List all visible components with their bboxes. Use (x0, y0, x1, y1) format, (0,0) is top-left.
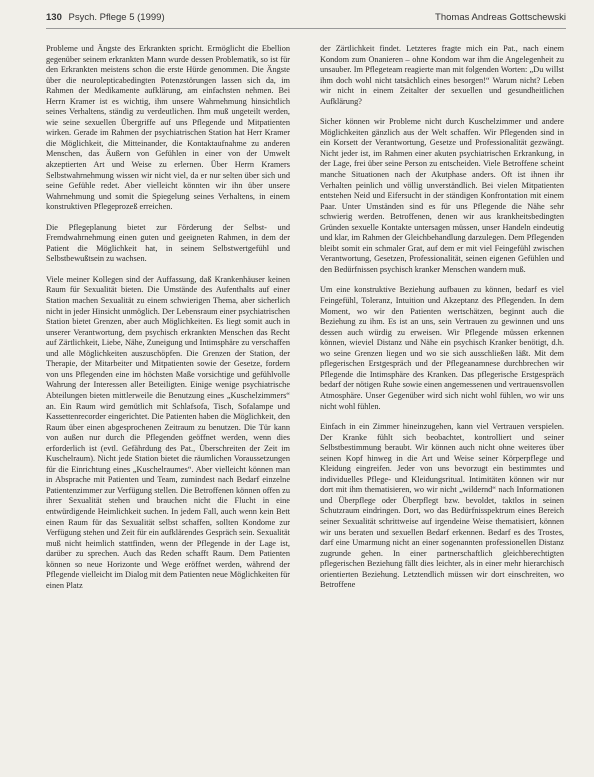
paragraph: Die Pflegeplanung bietet zur Förderung der Selbst- und Fremdwahrnehmung einen guten und geeigneten Rahmen, in dem der Patient die Möglichkeit hat, in seinem Selbstwertgefühl und Selbstbewußtsein zu wachsen. (46, 222, 290, 264)
left-column (46, 44, 290, 772)
right-column (320, 44, 564, 772)
paragraph: Einfach in ein Zimmer hineinzugehen, kann viel Vertrauen verspielen. Der Kranke fühlt sich beobachtet, kontrolliert und seiner Selbstbestimmung beraubt. Wir können auch nicht ohne weiteres über seinen Kopf hinweg in die Art und Weise seiner Körperpflege und Kleidung eingreifen. Jeder von uns bevorzugt ein bestimmtes und individuelles Pflege- und Kleidungsritual. Intimitäten können wir nur dort mit ihm thematisieren, wo wir nicht „wildernd“ nach Informationen und Überpflege oder Überpflegt bzw. bevoldet, taktlos in seinen Schutzraum eindringen. Dort, wo das Bedürfnisspektrum eines Bereich seiner Sexualität schrittweise auf irgendeine Weise thematisiert, können wir uns beraten und sexuellen Bedarf erkennen. Bedarf es des Trostes, darf eine Umarmung nicht an einer sogenannten professionellen Distanz zugrunde gehen. In einer partnerschaftlich gleichberechtigten pflegerischen Beziehung fällt dies leichter, als in einer mehr hierarchisch orientierten Beziehung. Letztendlich müssen wir dort einschreiten, wo Betroffene (320, 422, 564, 590)
paragraph: Um eine konstruktive Beziehung aufbauen zu können, bedarf es viel Feingefühl, Toleranz, Intuition und Akzeptanz des Pflegenden. In dem Moment, wo wir den Patienten wertschätzen, beginnt auch die Beziehung zu ihm. Es ist an uns, sein Vertrauen zu gewinnen und uns dessen auch würdig zu erweisen. Wir Pflegende müssen erkennen können, wieviel Distanz und Nähe ein psychisch Kranker benötigt, d.h. wo seine Grenzen liegen und wo sie sich ausschließen läßt. Mit dem pflegerischen Erstgespräch und der Pflegeanamnese durchbrechen wir Pflegende die Intimsphäre des Kranken. Das pflegerische Erstgespräch bedarf der nötigen Ruhe sowie einen angemessenen und vertrauensvollen Atmosphäre. Unser Gegenüber wird sich nicht wohl fühlen, wo wir uns nicht wohl fühlen. (320, 285, 564, 411)
paragraph: Sicher können wir Probleme nicht durch Kuschelzimmer und andere Möglichkeiten gänzlich aus der Welt schaffen. Wir Pflegenden sind in ein Korsett der Verantwortung, Gesetze und Professionalität gezwängt. Nicht jeder ist, im Rahmen einer akuten psychiatrischen Erkrankung, in der Lage, frei über seine Person zu entscheiden. Viele Betroffene scheint manche Situationen nach der Akutphase anders. Oft ist ihnen ihr Verhalten peinlich und völlig unverständlich. Bei vielen Mitpatienten entstehen Neid und Eifersucht in der ständigen Konfrontation mit einem Paar. Unter Umständen sind es für uns Pflegende die Nähe sehr schwierig werden. Betroffenen, denen wir aus krankheitsbedingten Gründen sexuelle Kontakte untersagen müssen, unser Handeln eindeutig und klar, im Rahmen der Gleichbehandlung darzulegen. Dem Pflegenden bleibt somit ein schmaler Grat, auf dem er mit viel Feingefühl zwischen Verantwortung, Gesetzen, Professionalität, seinen eigenen Gefühlen und den Bedürfnissen psychisch kranker Menschen wandern muß. (320, 117, 564, 274)
paragraph: der Zärtlichkeit findet. Letzteres fragte mich ein Pat., nach einem Kondom zum Onanieren – ohne Kondom war ihm die Angelegenheit zu unsauber. Im Pflegeteam reagierte man mit folgenden Worten: „Du willst ihm doch wohl nicht tatsächlich eines besorgen!“ Warum nicht? Leben wir nicht in einem Zeitalter der sexuellen und gesundheitlichen Aufklärung? (320, 44, 564, 106)
paragraph: Viele meiner Kollegen sind der Auffassung, daß Krankenhäuser keinen Raum für Sexualität bieten. Die Umstände des Aufenthalts auf einer Station machen Sexualität zu einem schwierigen Thema, aber sicherlich nicht in jeder Hinsicht unmöglich. Der Lebensraum einer psychiatrischen Station bietet Grenzen, aber auch Möglichkeiten. Es liegt somit auch in unserer Verantwortung, dem psychisch erkrankten Menschen das Recht auf Zärtlichkeit, Liebe, Nähe, Zuneigung und Intimsphäre zu verschaffen und alle Möglichkeiten auszuschöpfen. Die Grenzen der Station, der Therapie, der Mitarbeiter und Mitpatienten sowie der Gesetze, fordern von uns Pflegenden eine im höchsten Maße vorsichtige und gefühlvolle Wahrung der Interessen aller Beteiligten. Einige wenige psychiatrische Abteilungen bieten mittlerweile die Benutzung eines „Kuschelzimmers“ an. Ein Raum wird gemütlich mit Schlafsofa, Tisch, Sofalampe und Kassettenrecorder eingerichtet. Die Patienten haben die Möglichkeit, den Raum über einen abgesprochenen Zeitraum zu benutzen. Die Tür kann von außen nur durch die Pflegenden geöffnet werden, wenn dies erforderlich ist (evtl. Gefährdung des Pat., Überschreiten der Zeit im Kuschelraum). Nicht jede Station bietet die räumlichen Voraussetzungen für die Einrichtung eines „Kuschelraumes“. Aber vielleicht können man in Absprache mit Patienten und Team, zumindest nach Bedarf einzelne Patientenzimmer zur Verfügung stellen. Die Betroffenen können offen zu ihrer Sexualität stehen und brauchen nicht die Flucht in eine entwürdigende Heimlichkeit suchen. In jedem Fall, auch wenn kein Bett einen Raum für das Sexualität selbst schaffen, sollten Kondome zur Verfügung stehen und Zeit für ein aufklärendes Gespräch sein. Sexualität muß nicht heimlich stattfinden, wenn der Pflegende in der Lage ist, darüber zu sprechen. Auch das Reden schafft Raum. Dem Patienten können so neue Horizonte und Wege eröffnet werden, während der Pflegende vielleicht im Dialog mit dem Patienten neue Möglichkeiten für einen Platz (46, 274, 290, 590)
paragraph: Probleme und Ängste des Erkrankten spricht. Ermöglicht die Ebellion gegenüber seinem erkrankten Mann wurde dessen Problematik, so ist für den Erkrankten meistens schon die erste Hürde genommen. Die Ängste über die neurolepticabedingten Potenzstörungen lassen sich da, im Rahmen der Medikamente aufklärung, am einfachsten nehmen. Bei Herrn Kramer ist es wichtig, ihm unsere Wahrnehmung hinsichtlich seines Verhaltens, ständig zu verdeutlichen. Ihm muß ungeteilt werden, wie seine sexuellen Übergriffe auf uns Pflegende und Mitpatienten wirken. Gerade im Rahmen der psychiatrischen Station hat Herr Kramer die Möglichkeit, die Mitteinander, die Kontaktaufnahme zu anderen Menschen, das Äußern von Gefühlen in einer von der Umwelt akzeptierten Art und Weise zu erlernen. Über Herrn Kramers Selbstwahrnehmung wissen wir nicht viel, da er nur selten über sich und seine Gefühle redet. Aber vielleicht könnten wir ihn über unsere Wahrnehmung und somit die Spiegelung seines Verhaltens, in einem konstruktiven Pflegeprozeß erreichen. (46, 44, 290, 212)
page-number: 130 (46, 12, 62, 23)
journal-reference: Psych. Pflege 5 (1999) (68, 12, 165, 23)
running-header (46, 12, 566, 29)
author-name: Thomas Andreas Gottschewski (435, 12, 566, 23)
